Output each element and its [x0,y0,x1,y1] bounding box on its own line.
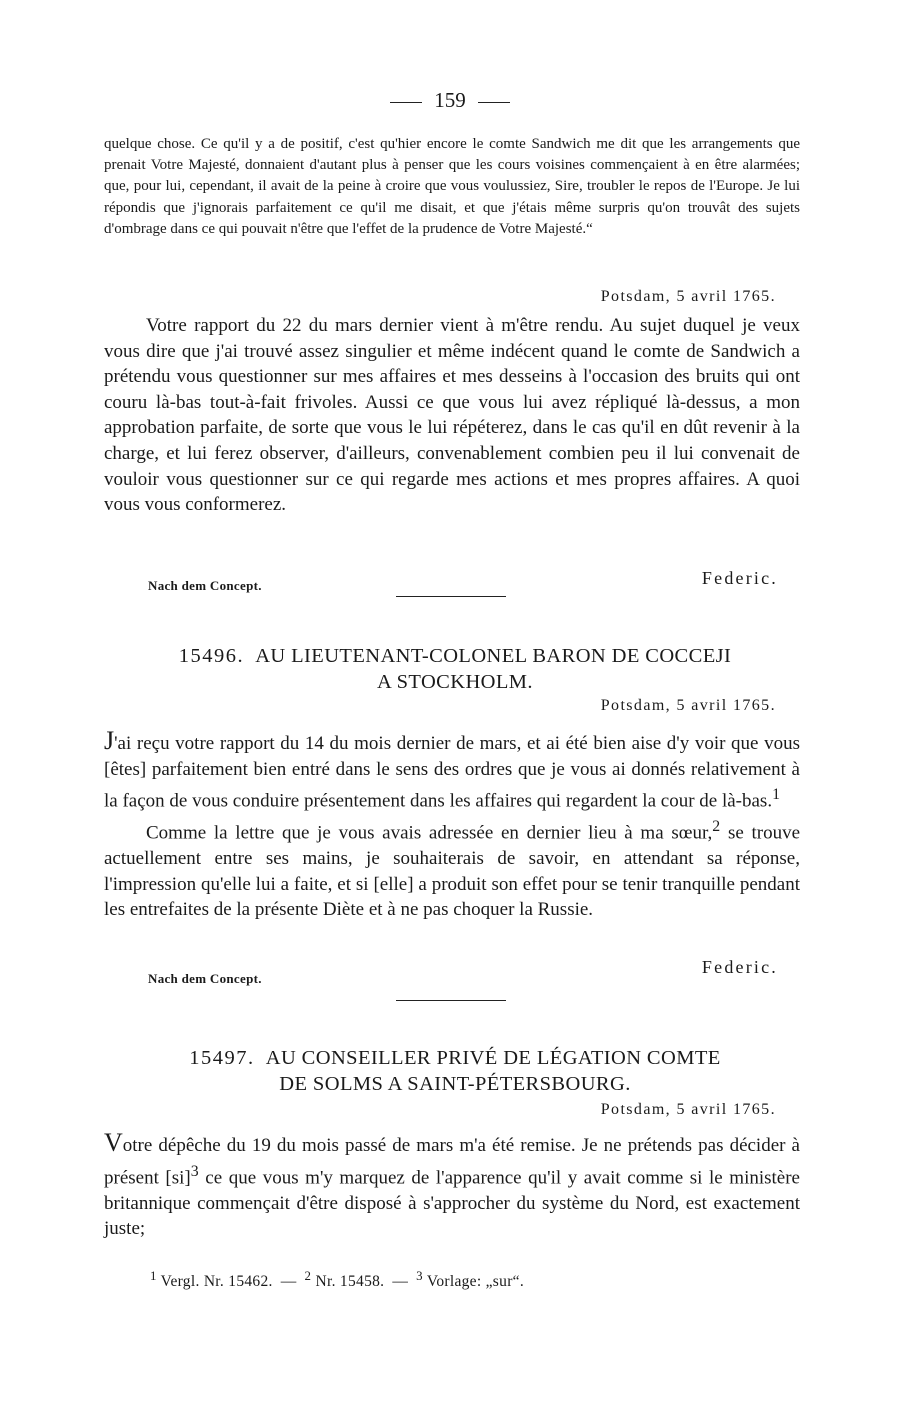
page-number: 159 [434,88,466,112]
footnote-2: Nr. 15458. [315,1273,385,1291]
letter-2-number: 15496. [178,645,245,667]
letter-3-text-rest: ce que vous m'y marquez de l'apparence qu'il y avait comme si le ministère britannique commençait d'être disposé à s'approcher du système du Nord, est exactement juste; [104,1166,800,1240]
fragment-text: quelque chose. Ce qu'il y a de positif, c'est qu'hier encore le comte Sandwich me dit que les arrangements que prenait Votre Majesté, donnaient d'autant plus à penser que les cours voisines commençaient à en être alarmées; que, pour lui, cependant, il avait de la peine à croire que vous voulussiez, Sire, troubler le repos de l'Europe. Je lui répondis que j'ignorais parfaitement ce qu'il me disait, et que j'étais même surpris qu'on trouvât des sujets d'ombrage dans ce qui pouvait n'être que l'effet de la prudence de Votre Majesté.“ [104,136,800,237]
footnote-1-mark: 1 [150,1268,157,1283]
footnote-separator: — [280,1273,297,1291]
letter-2-signature: Federic. [701,957,778,977]
letter-1-body [104,313,800,518]
page-number-dash-right [478,102,510,103]
letter-3-text-start: otre dépêche du 19 du mois passé de mars m'a été remise. Je ne prétends pas décider à présent [si] [104,1135,800,1188]
footnote-ref-2: 2 [712,818,721,836]
letter-2-paragraph-1 [104,728,800,814]
previous-letter-fragment [104,134,800,240]
footnote-3: Vorlage: „sur“. [426,1273,525,1291]
letter-3-body [104,1130,800,1242]
letter-3-dateline: Potsdam, 5 avril 1765. [600,1101,776,1118]
section-divider [396,1000,506,1001]
letter-1-dateline: Potsdam, 5 avril 1765. [600,288,776,305]
letter-2-paragraph-1-text: 'ai reçu votre rapport du 14 du mois dernier de mars, et ai été bien aise d'y voir que vous [êtes] parfaitement bien entré dans le sens des ordres que je vous ai donnés relativement à la façon de vous conduire présentement dans les affaires qui regardent la cour de là-bas. [104,733,800,812]
letter-3-initial: V [104,1128,123,1157]
footnotes [150,1268,524,1291]
letter-2-heading [130,643,780,695]
letter-3-addressee: AU CONSEILLER PRIVÉ DE LÉGATION COMTE [265,1047,721,1069]
section-divider [396,596,506,597]
footnote-1: Vergl. Nr. 15462. [160,1273,273,1291]
letter-2-addressee: AU LIEUTENANT-COLONEL BARON DE COCCEJI [255,645,732,667]
footnote-ref-1: 1 [772,786,780,804]
letter-2-body [104,728,800,923]
letter-1-concept-note: Nach dem Concept. [148,578,262,593]
letter-3-heading-line2: DE SOLMS A SAINT-PÉTERSBOURG. [279,1073,631,1095]
footnote-2-mark: 2 [304,1268,312,1283]
letter-1-signature: Federic. [701,568,778,588]
letter-2-initial: J [104,726,115,755]
letter-2-concept-note: Nach dem Concept. [148,971,262,986]
page-number-dash-left [390,102,422,103]
letter-2-paragraph-2 [104,814,800,923]
letter-3-heading-line1 [130,1045,780,1071]
letter-2-heading-line2: A STOCKHOLM. [377,671,533,693]
footnote-separator: — [392,1273,409,1291]
letter-3-heading [130,1045,780,1097]
page-number-line [0,86,900,114]
footnote-ref-3: 3 [190,1162,199,1180]
letter-2-paragraph-2-rest: se trouve actuellement entre ses mains, je souhaiterais de savoir, en attendant sa réponse, l'impression qu'elle lui a faite, et si [elle] a produit son effet pour se tenir tranquille pendant les entrefaites de la présente Diète et à ne pas choquer la Russie. [104,822,801,921]
letter-1-paragraph: Votre rapport du 22 du mars dernier vient à m'être rendu. Au sujet duquel je veux vous dire que j'ai trouvé assez singulier et même indécent quand le comte de Sandwich a prétendu vous questionner sur mes affaires et mes desseins à l'occasion des bruits qui ont couru là-bas tout-à-fait frivoles. Aussi ce que vous lui avez répliqué là-dessus, a mon approbation parfaite, de sorte que vous le lui répéterez, dans le cas qu'il en dût revenir à la charge, et lui ferez observer, d'ailleurs, convenablement combien peu il lui convenait de vouloir vous questionner sur ce qui regarde mes actions et mes propres affaires. A quoi vous vous conformerez. [104,315,800,516]
letter-2-paragraph-2-start: Comme la lettre que je vous avais adressée en dernier lieu à ma sœur, [146,822,713,844]
letter-2-heading-line1 [130,643,780,669]
letter-3-number: 15497. [189,1047,255,1069]
letter-2-dateline: Potsdam, 5 avril 1765. [600,697,776,714]
footnote-3-mark: 3 [416,1268,423,1283]
letter-3-paragraph [104,1130,800,1242]
